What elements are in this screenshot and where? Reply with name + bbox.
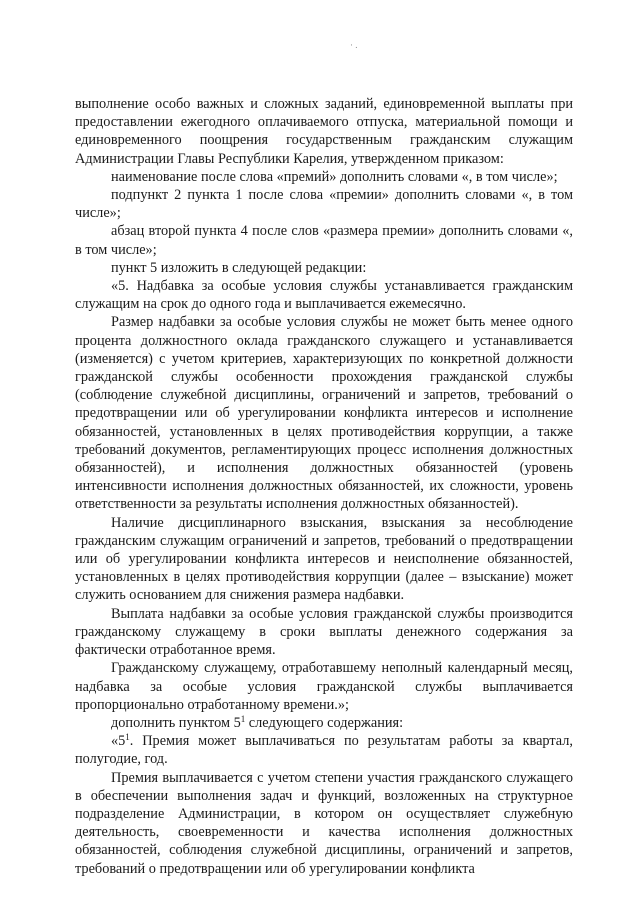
paragraph-12-text: «5 bbox=[111, 733, 126, 750]
paragraph-2: наименование после слова «премий» дополнить словами «, в том числе»; bbox=[111, 168, 558, 185]
document-body bbox=[75, 95, 573, 878]
page-mark: · . bbox=[350, 40, 358, 50]
paragraph-8: Наличие дисциплинарного взыскания, взыскания за несоблюдение гражданским служащим ограничений и запретов, требований о предотвращении или об урегулировании конфликта интересов и неисполнение обязанностей, установленных в целях противодействия коррупции (далее – взыскание) может служить основанием для снижения размера надбавки. bbox=[75, 514, 573, 604]
paragraph-12 bbox=[75, 732, 573, 768]
paragraph-11-text: дополнить пунктом 5 bbox=[111, 714, 241, 731]
paragraph-3: подпункт 2 пункта 1 после слова «премии» дополнить словами «, в том числе»; bbox=[75, 187, 573, 222]
paragraph-11-rest: следующего содержания: bbox=[245, 714, 404, 731]
paragraph-1: выполнение особо важных и сложных заданий, единовременной выплаты при предоставлении ежегодного оплачиваемого отпуска, материальной помощи и единовременного поощрения государственным гражданским служащим Администрации Главы Республики Карелия, утвержденном приказом: bbox=[75, 96, 573, 167]
paragraph-4: абзац второй пункта 4 после слов «размера премии» дополнить словами «, в том числе»; bbox=[75, 223, 573, 258]
paragraph-10: Гражданскому служащему, отработавшему неполный календарный месяц, надбавка за особые условия гражданской службы выплачивается пропорционально отработанному времени.»; bbox=[75, 660, 573, 713]
paragraph-5: пункт 5 изложить в следующей редакции: bbox=[111, 259, 367, 276]
paragraph-11 bbox=[75, 714, 573, 732]
paragraph-12-rest: . Премия может выплачиваться по результатам работы за квартал, полугодие, год. bbox=[75, 733, 573, 768]
paragraph-7: Размер надбавки за особые условия службы не может быть менее одного процента должностного оклада гражданского служащего и устанавливается (изменяется) с учетом критериев, характеризующих по конкретной должности гражданской службы особенности прохождения гражданской службы (соблюдение служебной дисциплины, ограничений и запретов, требований о предотвращении или об урегулировании конфликта интересов и исполнение обязанностей, установленных в целях противодействия коррупции, а также требований документов, регламентирующих процесс исполнения должностных обязанностей), и исполнения должностных обязанностей (уровень интенсивности исполнения должностных обязанностей, их сложности, уровень ответственности за результаты исполнения должностных обязанностей). bbox=[75, 314, 573, 513]
paragraph-9: Выплата надбавки за особые условия гражданской службы производится гражданскому служащему в сроки выплаты денежного содержания за фактически отработанное время. bbox=[75, 605, 573, 659]
paragraph-13: Премия выплачивается с учетом степени участия гражданского служащего в обеспечении выполнения задач и функций, возложенных на структурное подразделение Администрации, в котором он осуществляет служебную деятельность, своевременности и качества исполнения должностных обязанностей, соблюдения служебной дисциплины, ограничений и запретов, требований о предотвращении или об урегулировании конфликта bbox=[75, 769, 573, 877]
superscript: 1 bbox=[125, 732, 130, 743]
superscript: 1 bbox=[240, 713, 246, 724]
paragraph-6: «5. Надбавка за особые условия службы устанавливается гражданским служащим на срок до одного года и выплачивается ежемесячно. bbox=[75, 278, 573, 313]
